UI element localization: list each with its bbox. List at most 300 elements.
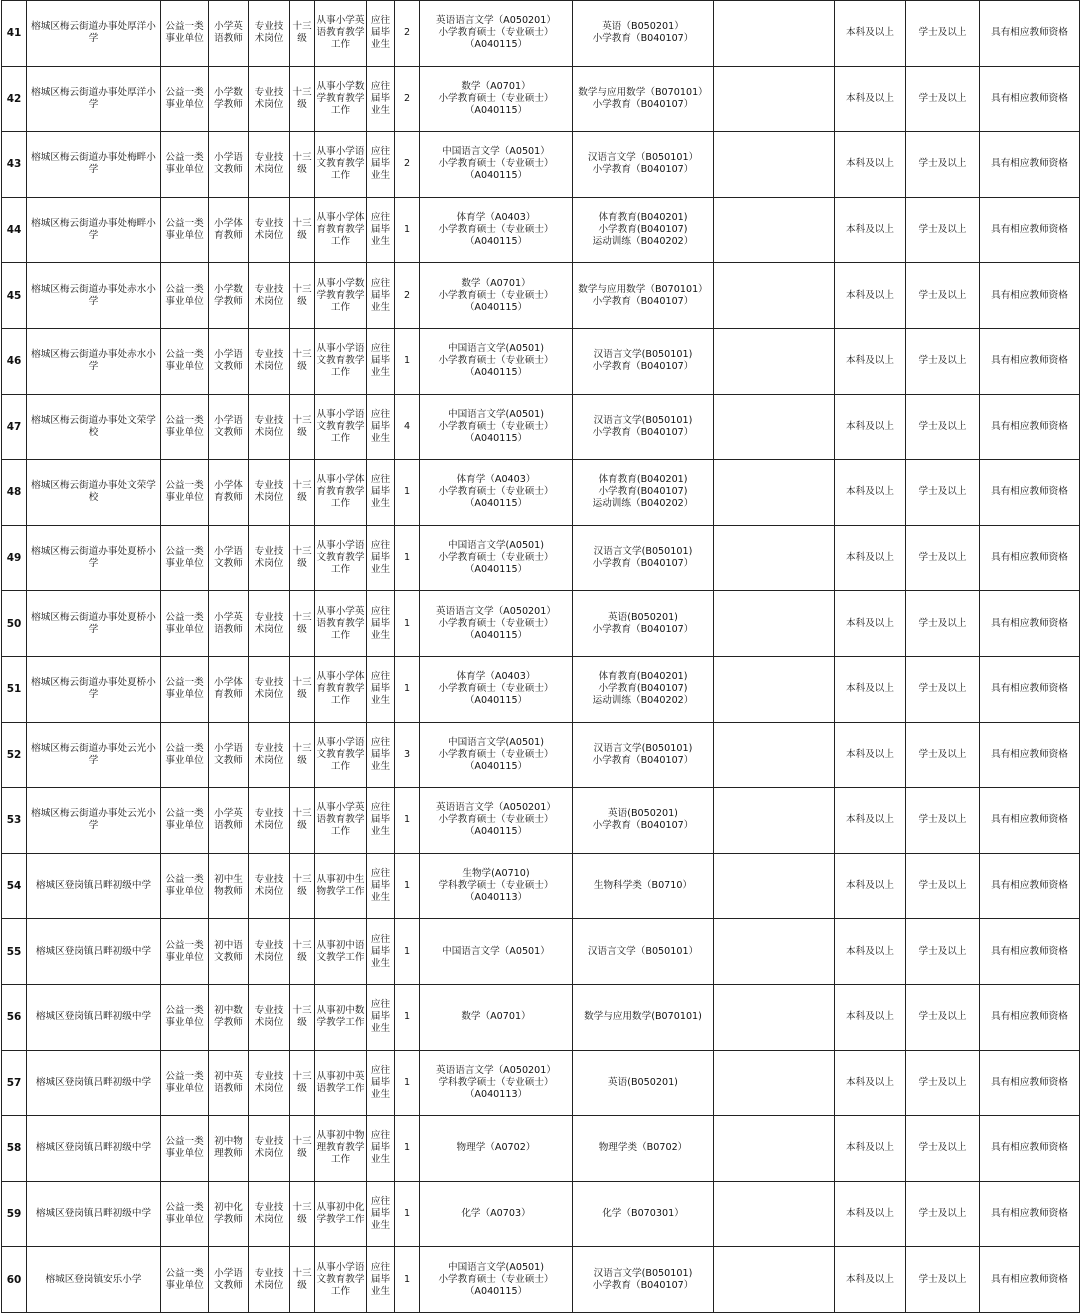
degree-requirement: 学士及以上 xyxy=(906,197,980,263)
post-level: 十三级 xyxy=(290,984,315,1050)
graduate-majors-line: 小学教育硕士（专业硕士） xyxy=(438,683,554,695)
undergraduate-majors-line: 小学教育（B040107） xyxy=(592,558,694,570)
position-number: 51 xyxy=(2,656,27,722)
unit-type: 公益一类事业单位 xyxy=(161,1050,209,1116)
undergraduate-majors xyxy=(573,853,714,919)
undergraduate-majors xyxy=(573,1247,714,1313)
graduate-majors-line: （A040115） xyxy=(464,104,528,116)
post-category: 专业技术岗位 xyxy=(249,525,290,591)
table-row xyxy=(2,197,1080,263)
degree-requirement: 学士及以上 xyxy=(906,263,980,329)
extra-requirements xyxy=(714,919,835,985)
table-row xyxy=(2,263,1080,329)
extra-requirements xyxy=(714,1247,835,1313)
graduate-majors-line: 英语语言文学（A050201） xyxy=(436,605,556,617)
unit-type: 公益一类事业单位 xyxy=(161,788,209,854)
unit-type: 公益一类事业单位 xyxy=(161,1116,209,1182)
other-requirements: 具有相应教师资格 xyxy=(980,656,1080,722)
position-number: 50 xyxy=(2,591,27,657)
duty-description: 从事小学语文教育教学工作 xyxy=(315,328,367,394)
table-row xyxy=(2,1181,1080,1247)
graduate-majors-line: （A040113） xyxy=(464,1088,528,1100)
position-number: 49 xyxy=(2,525,27,591)
employer-name: 榕城区梅云街道办事处文荣学校 xyxy=(27,394,161,460)
recruit-target: 应往届毕业生 xyxy=(367,1116,395,1182)
education-requirement: 本科及以上 xyxy=(835,656,906,722)
graduate-majors-line: 中国语言文学（A0501） xyxy=(442,146,550,158)
graduate-majors-line: 物理学（A0702） xyxy=(456,1142,536,1154)
undergraduate-majors xyxy=(573,591,714,657)
hire-count: 1 xyxy=(395,328,420,394)
employer-name: 榕城区登岗镇吕畔初级中学 xyxy=(27,1181,161,1247)
post-level: 十三级 xyxy=(290,394,315,460)
table-row xyxy=(2,394,1080,460)
unit-type: 公益一类事业单位 xyxy=(161,394,209,460)
education-requirement: 本科及以上 xyxy=(835,525,906,591)
graduate-majors-line: 体育学（A0403） xyxy=(456,474,536,486)
post-level: 十三级 xyxy=(290,197,315,263)
degree-requirement: 学士及以上 xyxy=(906,1,980,67)
undergraduate-majors xyxy=(573,788,714,854)
table-row xyxy=(2,1050,1080,1116)
employer-name: 榕城区梅云街道办事处厚洋小学 xyxy=(27,66,161,132)
recruit-target: 应往届毕业生 xyxy=(367,525,395,591)
extra-requirements xyxy=(714,591,835,657)
undergraduate-majors xyxy=(573,722,714,788)
recruit-target: 应往届毕业生 xyxy=(367,263,395,329)
education-requirement: 本科及以上 xyxy=(835,788,906,854)
employer-name: 榕城区梅云街道办事处厚洋小学 xyxy=(27,1,161,67)
unit-type: 公益一类事业单位 xyxy=(161,460,209,526)
hire-count: 1 xyxy=(395,788,420,854)
undergraduate-majors-line: 数学与应用数学（B070101） xyxy=(578,86,708,98)
other-requirements: 具有相应教师资格 xyxy=(980,66,1080,132)
position-number: 43 xyxy=(2,132,27,198)
graduate-majors-line: 英语语言文学（A050201） xyxy=(436,802,556,814)
duty-description: 从事初中数学教学工作 xyxy=(315,984,367,1050)
undergraduate-majors-line: 体育教育(B040201) xyxy=(598,474,688,486)
duty-description: 从事小学体育教育教学工作 xyxy=(315,197,367,263)
other-requirements: 具有相应教师资格 xyxy=(980,525,1080,591)
unit-type: 公益一类事业单位 xyxy=(161,328,209,394)
degree-requirement: 学士及以上 xyxy=(906,1116,980,1182)
position-number: 59 xyxy=(2,1181,27,1247)
extra-requirements xyxy=(714,722,835,788)
table-row xyxy=(2,984,1080,1050)
degree-requirement: 学士及以上 xyxy=(906,919,980,985)
recruit-target: 应往届毕业生 xyxy=(367,1181,395,1247)
other-requirements: 具有相应教师资格 xyxy=(980,1181,1080,1247)
undergraduate-majors xyxy=(573,328,714,394)
employer-name: 榕城区登岗镇吕畔初级中学 xyxy=(27,1050,161,1116)
graduate-majors-line: 英语语言文学（A050201） xyxy=(436,15,556,27)
recruit-target: 应往届毕业生 xyxy=(367,919,395,985)
other-requirements: 具有相应教师资格 xyxy=(980,984,1080,1050)
post-level: 十三级 xyxy=(290,1247,315,1313)
employer-name: 榕城区梅云街道办事处云光小学 xyxy=(27,788,161,854)
undergraduate-majors-line: 小学教育（B040107） xyxy=(592,426,694,438)
position-number: 54 xyxy=(2,853,27,919)
hire-count: 1 xyxy=(395,1247,420,1313)
table-row xyxy=(2,1116,1080,1182)
employer-name: 榕城区梅云街道办事处云光小学 xyxy=(27,722,161,788)
duty-description: 从事小学语文教育教学工作 xyxy=(315,394,367,460)
table-row xyxy=(2,525,1080,591)
graduate-majors-line: 小学教育硕士（专业硕士） xyxy=(438,814,554,826)
position-number: 52 xyxy=(2,722,27,788)
undergraduate-majors xyxy=(573,1,714,67)
undergraduate-majors xyxy=(573,197,714,263)
unit-type: 公益一类事业单位 xyxy=(161,1181,209,1247)
degree-requirement: 学士及以上 xyxy=(906,1050,980,1116)
post-level: 十三级 xyxy=(290,1181,315,1247)
education-requirement: 本科及以上 xyxy=(835,919,906,985)
unit-type: 公益一类事业单位 xyxy=(161,1,209,67)
undergraduate-majors xyxy=(573,1116,714,1182)
undergraduate-majors-line: 数学与应用数学(B070101) xyxy=(584,1011,702,1023)
education-requirement: 本科及以上 xyxy=(835,460,906,526)
undergraduate-majors xyxy=(573,263,714,329)
hire-count: 1 xyxy=(395,525,420,591)
post-name: 初中英语教师 xyxy=(209,1050,249,1116)
recruit-target: 应往届毕业生 xyxy=(367,853,395,919)
post-category: 专业技术岗位 xyxy=(249,919,290,985)
undergraduate-majors-line: 运动训练（B040202） xyxy=(592,498,694,510)
position-number: 55 xyxy=(2,919,27,985)
graduate-majors-line: 小学教育硕士（专业硕士） xyxy=(438,289,554,301)
unit-type: 公益一类事业单位 xyxy=(161,591,209,657)
post-name: 小学英语教师 xyxy=(209,788,249,854)
undergraduate-majors xyxy=(573,656,714,722)
unit-type: 公益一类事业单位 xyxy=(161,722,209,788)
post-name: 小学语文教师 xyxy=(209,394,249,460)
duty-description: 从事初中英语教学工作 xyxy=(315,1050,367,1116)
table-row xyxy=(2,788,1080,854)
table-row xyxy=(2,328,1080,394)
undergraduate-majors-line: 小学教育（B040107） xyxy=(592,361,694,373)
degree-requirement: 学士及以上 xyxy=(906,656,980,722)
hire-count: 1 xyxy=(395,1050,420,1116)
position-number: 57 xyxy=(2,1050,27,1116)
education-requirement: 本科及以上 xyxy=(835,132,906,198)
extra-requirements xyxy=(714,853,835,919)
undergraduate-majors-line: 英语(B050201) xyxy=(608,808,678,820)
graduate-majors xyxy=(420,460,573,526)
post-name: 小学英语教师 xyxy=(209,591,249,657)
position-number: 47 xyxy=(2,394,27,460)
degree-requirement: 学士及以上 xyxy=(906,525,980,591)
graduate-majors-line: 学科教学硕士（专业硕士） xyxy=(438,1076,554,1088)
undergraduate-majors-line: 体育教育(B040201) xyxy=(598,212,688,224)
graduate-majors xyxy=(420,722,573,788)
post-level: 十三级 xyxy=(290,460,315,526)
graduate-majors-line: 数学（A0701） xyxy=(461,277,531,289)
graduate-majors-line: 体育学（A0403） xyxy=(456,671,536,683)
graduate-majors xyxy=(420,525,573,591)
undergraduate-majors-line: 汉语言文学(B050101) xyxy=(593,1267,693,1279)
undergraduate-majors-line: 汉语言文学(B050101) xyxy=(593,546,693,558)
hire-count: 2 xyxy=(395,132,420,198)
hire-count: 1 xyxy=(395,591,420,657)
degree-requirement: 学士及以上 xyxy=(906,460,980,526)
other-requirements: 具有相应教师资格 xyxy=(980,1,1080,67)
position-number: 46 xyxy=(2,328,27,394)
education-requirement: 本科及以上 xyxy=(835,984,906,1050)
extra-requirements xyxy=(714,525,835,591)
undergraduate-majors-line: 化学（B070301） xyxy=(602,1207,684,1219)
graduate-majors-line: 小学教育硕士（专业硕士） xyxy=(438,486,554,498)
duty-description: 从事小学语文教育教学工作 xyxy=(315,1247,367,1313)
duty-description: 从事初中化学教学工作 xyxy=(315,1181,367,1247)
education-requirement: 本科及以上 xyxy=(835,1116,906,1182)
undergraduate-majors xyxy=(573,132,714,198)
post-level: 十三级 xyxy=(290,132,315,198)
table-row xyxy=(2,853,1080,919)
graduate-majors-line: 小学教育硕士（专业硕士） xyxy=(438,92,554,104)
hire-count: 1 xyxy=(395,853,420,919)
post-category: 专业技术岗位 xyxy=(249,394,290,460)
graduate-majors-line: （A040115） xyxy=(464,826,528,838)
duty-description: 从事小学语文教育教学工作 xyxy=(315,132,367,198)
graduate-majors-line: （A040115） xyxy=(464,629,528,641)
position-number: 45 xyxy=(2,263,27,329)
employer-name: 榕城区登岗镇吕畔初级中学 xyxy=(27,919,161,985)
undergraduate-majors-line: 体育教育(B040201) xyxy=(598,671,688,683)
duty-description: 从事小学数学教育教学工作 xyxy=(315,263,367,329)
duty-description: 从事小学数学教育教学工作 xyxy=(315,66,367,132)
post-category: 专业技术岗位 xyxy=(249,1247,290,1313)
undergraduate-majors xyxy=(573,66,714,132)
degree-requirement: 学士及以上 xyxy=(906,591,980,657)
recruit-target: 应往届毕业生 xyxy=(367,1,395,67)
undergraduate-majors-line: 小学教育(B040107) xyxy=(598,486,688,498)
duty-description: 从事小学英语教育教学工作 xyxy=(315,1,367,67)
post-level: 十三级 xyxy=(290,788,315,854)
degree-requirement: 学士及以上 xyxy=(906,394,980,460)
hire-count: 1 xyxy=(395,1181,420,1247)
recruit-target: 应往届毕业生 xyxy=(367,66,395,132)
extra-requirements xyxy=(714,394,835,460)
position-number: 44 xyxy=(2,197,27,263)
post-category: 专业技术岗位 xyxy=(249,656,290,722)
post-name: 初中语文教师 xyxy=(209,919,249,985)
table-row xyxy=(2,1247,1080,1313)
employer-name: 榕城区登岗镇吕畔初级中学 xyxy=(27,853,161,919)
undergraduate-majors-line: 小学教育（B040107） xyxy=(592,295,694,307)
undergraduate-majors-line: 英语（B050201） xyxy=(602,21,684,33)
unit-type: 公益一类事业单位 xyxy=(161,525,209,591)
post-level: 十三级 xyxy=(290,66,315,132)
post-category: 专业技术岗位 xyxy=(249,1,290,67)
other-requirements: 具有相应教师资格 xyxy=(980,591,1080,657)
graduate-majors-line: 中国语言文学(A0501) xyxy=(447,343,545,355)
post-name: 初中化学教师 xyxy=(209,1181,249,1247)
post-name: 小学数学教师 xyxy=(209,66,249,132)
education-requirement: 本科及以上 xyxy=(835,1181,906,1247)
graduate-majors-line: 小学教育硕士（专业硕士） xyxy=(438,27,554,39)
graduate-majors-line: （A040115） xyxy=(464,564,528,576)
undergraduate-majors-line: 小学教育（B040107） xyxy=(592,623,694,635)
graduate-majors xyxy=(420,132,573,198)
table-body xyxy=(2,1,1080,1313)
undergraduate-majors-line: 小学教育（B040107） xyxy=(592,1279,694,1291)
hire-count: 4 xyxy=(395,394,420,460)
post-name: 小学语文教师 xyxy=(209,328,249,394)
undergraduate-majors-line: 小学教育（B040107） xyxy=(592,164,694,176)
table-row xyxy=(2,132,1080,198)
post-name: 小学语文教师 xyxy=(209,525,249,591)
table-row xyxy=(2,722,1080,788)
graduate-majors-line: （A040115） xyxy=(464,432,528,444)
undergraduate-majors xyxy=(573,919,714,985)
graduate-majors-line: （A040115） xyxy=(464,367,528,379)
graduate-majors xyxy=(420,1050,573,1116)
undergraduate-majors-line: 小学教育（B040107） xyxy=(592,33,694,45)
recruit-target: 应往届毕业生 xyxy=(367,132,395,198)
hire-count: 1 xyxy=(395,656,420,722)
graduate-majors-line: 小学教育硕士（专业硕士） xyxy=(438,420,554,432)
graduate-majors-line: （A040115） xyxy=(464,760,528,772)
education-requirement: 本科及以上 xyxy=(835,328,906,394)
undergraduate-majors-line: 小学教育（B040107） xyxy=(592,754,694,766)
recruit-target: 应往届毕业生 xyxy=(367,788,395,854)
post-level: 十三级 xyxy=(290,1050,315,1116)
duty-description: 从事小学英语教育教学工作 xyxy=(315,591,367,657)
post-category: 专业技术岗位 xyxy=(249,591,290,657)
unit-type: 公益一类事业单位 xyxy=(161,132,209,198)
degree-requirement: 学士及以上 xyxy=(906,1247,980,1313)
employer-name: 榕城区梅云街道办事处夏桥小学 xyxy=(27,525,161,591)
position-number: 53 xyxy=(2,788,27,854)
graduate-majors xyxy=(420,394,573,460)
other-requirements: 具有相应教师资格 xyxy=(980,1247,1080,1313)
hire-count: 1 xyxy=(395,919,420,985)
table-row xyxy=(2,66,1080,132)
graduate-majors xyxy=(420,656,573,722)
education-requirement: 本科及以上 xyxy=(835,1247,906,1313)
undergraduate-majors-line: 小学教育（B040107） xyxy=(592,98,694,110)
recruit-target: 应往届毕业生 xyxy=(367,328,395,394)
extra-requirements xyxy=(714,328,835,394)
hire-count: 2 xyxy=(395,66,420,132)
education-requirement: 本科及以上 xyxy=(835,197,906,263)
other-requirements: 具有相应教师资格 xyxy=(980,1116,1080,1182)
position-number: 56 xyxy=(2,984,27,1050)
graduate-majors xyxy=(420,788,573,854)
hire-count: 3 xyxy=(395,722,420,788)
undergraduate-majors xyxy=(573,1050,714,1116)
post-level: 十三级 xyxy=(290,525,315,591)
graduate-majors-line: 学科教学硕士（专业硕士） xyxy=(438,880,554,892)
unit-type: 公益一类事业单位 xyxy=(161,656,209,722)
graduate-majors-line: 生物学(A0710) xyxy=(462,868,530,880)
degree-requirement: 学士及以上 xyxy=(906,984,980,1050)
graduate-majors-line: 小学教育硕士（专业硕士） xyxy=(438,748,554,760)
post-name: 小学语文教师 xyxy=(209,1247,249,1313)
other-requirements: 具有相应教师资格 xyxy=(980,460,1080,526)
recruitment-table xyxy=(1,0,1080,1313)
other-requirements: 具有相应教师资格 xyxy=(980,919,1080,985)
extra-requirements xyxy=(714,1181,835,1247)
recruit-target: 应往届毕业生 xyxy=(367,1247,395,1313)
graduate-majors-line: 中国语言文学(A0501) xyxy=(447,540,545,552)
post-category: 专业技术岗位 xyxy=(249,722,290,788)
table-row xyxy=(2,919,1080,985)
undergraduate-majors xyxy=(573,1181,714,1247)
other-requirements: 具有相应教师资格 xyxy=(980,328,1080,394)
graduate-majors-line: 英语语言文学（A050201） xyxy=(436,1064,556,1076)
graduate-majors xyxy=(420,197,573,263)
other-requirements: 具有相应教师资格 xyxy=(980,197,1080,263)
post-category: 专业技术岗位 xyxy=(249,853,290,919)
graduate-majors xyxy=(420,263,573,329)
degree-requirement: 学士及以上 xyxy=(906,1181,980,1247)
extra-requirements xyxy=(714,788,835,854)
unit-type: 公益一类事业单位 xyxy=(161,853,209,919)
post-category: 专业技术岗位 xyxy=(249,132,290,198)
extra-requirements xyxy=(714,1116,835,1182)
graduate-majors-line: 小学教育硕士（专业硕士） xyxy=(438,1273,554,1285)
undergraduate-majors-line: 小学教育(B040107) xyxy=(598,224,688,236)
post-name: 小学英语教师 xyxy=(209,1,249,67)
post-category: 专业技术岗位 xyxy=(249,460,290,526)
education-requirement: 本科及以上 xyxy=(835,66,906,132)
graduate-majors xyxy=(420,66,573,132)
other-requirements: 具有相应教师资格 xyxy=(980,394,1080,460)
duty-description: 从事小学体育教育教学工作 xyxy=(315,656,367,722)
other-requirements: 具有相应教师资格 xyxy=(980,132,1080,198)
undergraduate-majors xyxy=(573,984,714,1050)
unit-type: 公益一类事业单位 xyxy=(161,197,209,263)
post-level: 十三级 xyxy=(290,1,315,67)
undergraduate-majors xyxy=(573,525,714,591)
post-level: 十三级 xyxy=(290,263,315,329)
graduate-majors-line: （A040115） xyxy=(464,301,528,313)
undergraduate-majors-line: 运动训练（B040202） xyxy=(592,236,694,248)
duty-description: 从事初中物理教育教学工作 xyxy=(315,1116,367,1182)
graduate-majors-line: 中国语言文学（A0501） xyxy=(442,945,550,957)
undergraduate-majors-line: 汉语言文学(B050101) xyxy=(593,742,693,754)
extra-requirements xyxy=(714,132,835,198)
other-requirements: 具有相应教师资格 xyxy=(980,722,1080,788)
duty-description: 从事小学语文教育教学工作 xyxy=(315,525,367,591)
graduate-majors-line: （A040113） xyxy=(464,892,528,904)
hire-count: 1 xyxy=(395,197,420,263)
graduate-majors xyxy=(420,328,573,394)
recruit-target: 应往届毕业生 xyxy=(367,460,395,526)
degree-requirement: 学士及以上 xyxy=(906,132,980,198)
undergraduate-majors-line: 汉语言文学（B050101） xyxy=(587,945,699,957)
position-number: 60 xyxy=(2,1247,27,1313)
recruit-target: 应往届毕业生 xyxy=(367,984,395,1050)
extra-requirements xyxy=(714,66,835,132)
extra-requirements xyxy=(714,984,835,1050)
undergraduate-majors xyxy=(573,460,714,526)
graduate-majors-line: 小学教育硕士（专业硕士） xyxy=(438,617,554,629)
unit-type: 公益一类事业单位 xyxy=(161,263,209,329)
post-level: 十三级 xyxy=(290,328,315,394)
post-name: 小学体育教师 xyxy=(209,460,249,526)
duty-description: 从事小学语文教育教学工作 xyxy=(315,722,367,788)
graduate-majors xyxy=(420,1116,573,1182)
graduate-majors-line: （A040115） xyxy=(464,39,528,51)
graduate-majors xyxy=(420,591,573,657)
graduate-majors-line: 中国语言文学(A0501) xyxy=(447,1261,545,1273)
education-requirement: 本科及以上 xyxy=(835,591,906,657)
other-requirements: 具有相应教师资格 xyxy=(980,853,1080,919)
graduate-majors-line: 体育学（A0403） xyxy=(456,212,536,224)
degree-requirement: 学士及以上 xyxy=(906,328,980,394)
